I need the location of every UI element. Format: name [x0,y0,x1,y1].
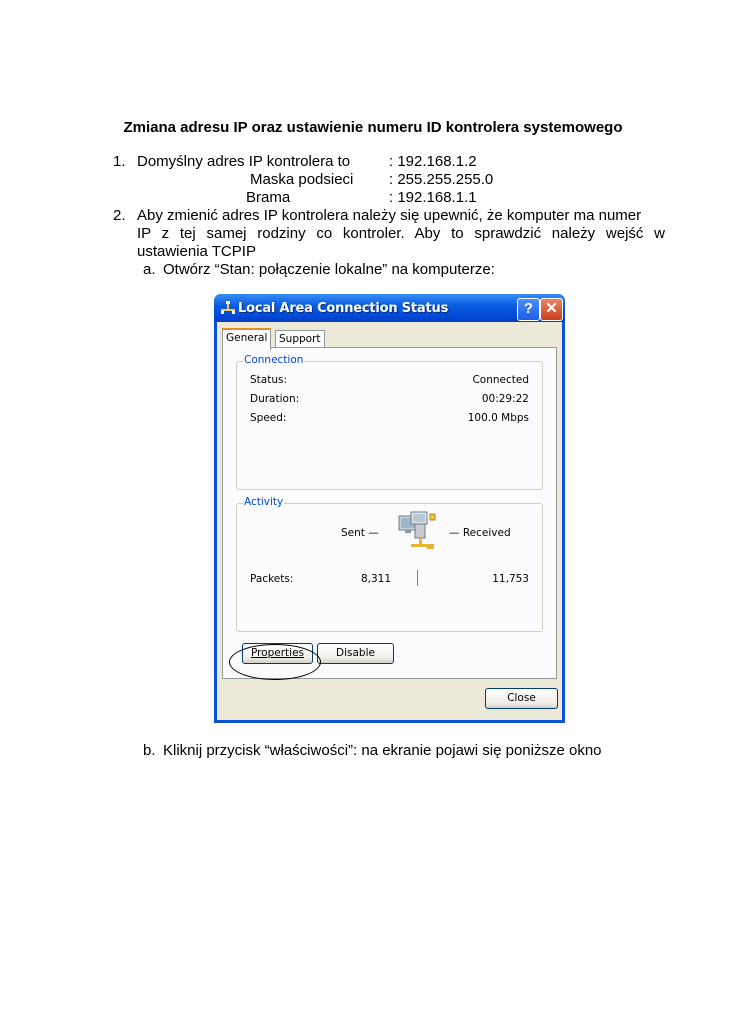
tab-panel-general [222,347,557,679]
gateway-value: : 192.168.1.1 [389,189,477,206]
close-window-button[interactable]: ✕ [540,298,563,321]
disable-button[interactable]: Disable [317,643,394,664]
mask-label: Maska podsieci [250,171,354,188]
speed-label: Speed: [250,412,287,424]
connection-legend: Connection [244,354,304,366]
window-title: Local Area Connection Status [238,301,449,316]
duration-label: Duration: [250,393,300,405]
help-button[interactable]: ? [517,298,540,321]
computers-activity-icon [397,510,445,555]
close-button[interactable]: Close [485,688,558,709]
properties-highlight-ellipse [229,644,321,680]
sub-b-text: Kliknij przycisk “właściwości”: na ekranie pojawi się poniższe okno [163,742,602,759]
properties-button[interactable]: Properties [242,643,313,664]
sub-a-text: Otwórz “Stan: połączenie lokalne” na komputerze: [163,261,495,278]
status-label: Status: [250,374,287,386]
speed-value: 100.0 Mbps [467,412,529,424]
network-connection-icon [220,300,236,316]
window-titlebar[interactable] [214,294,565,322]
activity-legend: Activity [244,496,284,508]
activity-group [236,503,543,632]
received-label: — Received [449,527,511,539]
document-title: Zmiana adresu IP oraz ustawienie numeru ID kontrolera systemowego [123,119,623,136]
item1-number: 1. [113,153,126,170]
item2-line3: ustawienia TCPIP [137,243,256,260]
packets-received-value: 11,753 [492,573,529,585]
item2-line1: Aby zmienić adres IP kontrolera należy się upewnić, że komputer ma numer [137,207,642,224]
mask-value: : 255.255.255.0 [389,171,494,188]
gateway-label: Brama [246,189,291,206]
sub-b-number: b. [143,742,156,759]
item1-label: Domyślny adres IP kontrolera to [137,153,351,170]
packets-label: Packets: [250,573,294,585]
item2-number: 2. [113,207,126,224]
activity-divider [417,570,418,586]
sub-a-number: a. [143,261,156,278]
packets-sent-value: 8,311 [360,573,391,585]
tab-support[interactable]: Support [275,330,325,348]
tab-general[interactable]: General [222,328,271,350]
status-value: Connected [472,374,529,386]
item2-line2: IP z tej samej rodziny co kontroler. Aby to sprawdzić należy wejść w [137,225,665,242]
sent-label: Sent — [341,527,379,539]
item1-value: : 192.168.1.2 [389,153,477,170]
duration-value: 00:29:22 [481,393,529,405]
